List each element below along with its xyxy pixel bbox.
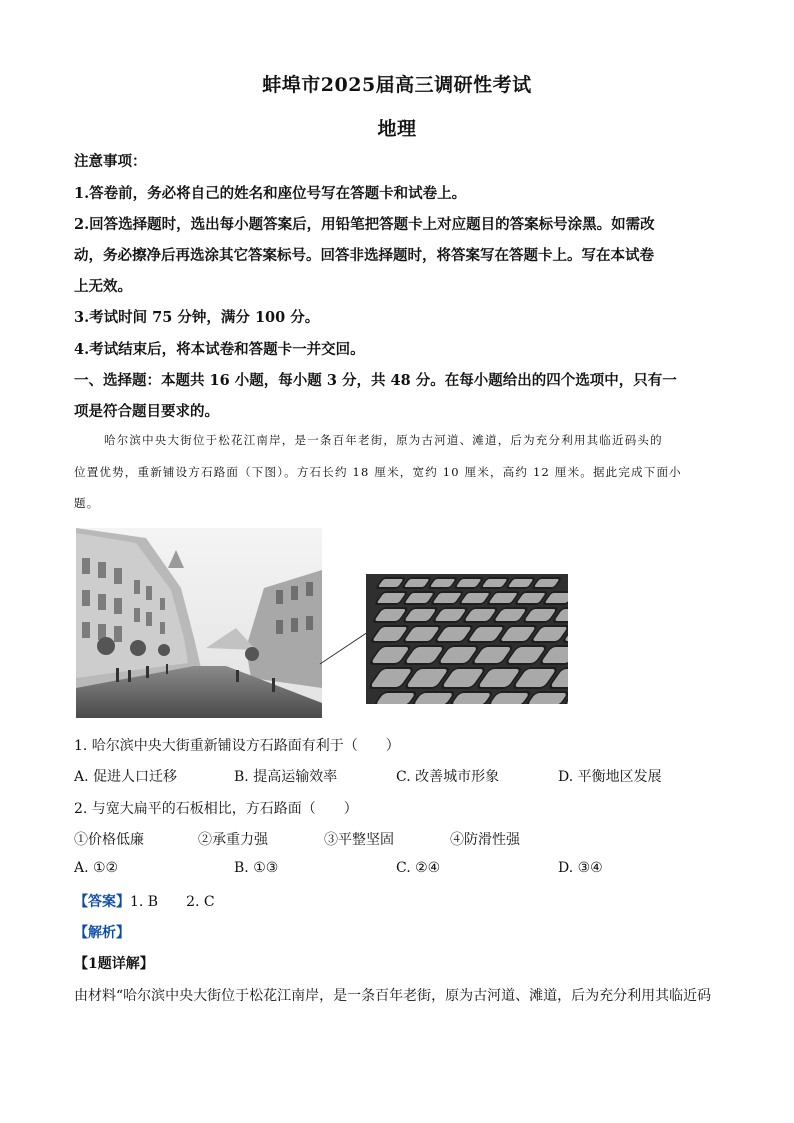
- q1-option-c: C. 改善城市形象: [396, 769, 500, 785]
- q2-option-d: D. ③④: [558, 860, 603, 876]
- analysis-label: 【解析】: [74, 925, 130, 941]
- section-heading: 一、选择题：本题共 16 小题，每小题 3 分，共 48 分。在每小题给出的四个选项中，只有一: [74, 372, 677, 389]
- connector-line: [318, 628, 370, 668]
- answer-text: 1. B 2. C: [130, 894, 215, 910]
- notice-item-2: 2.回答选择题时，选出每小题答案后，用铅笔把答题卡上对应题目的答案标号涂黑。如需改: [74, 216, 655, 233]
- exam-title: 蚌埠市2025届高三调研性考试: [262, 74, 532, 96]
- q1-option-b: B. 提高运输效率: [234, 769, 338, 785]
- q2-statement-2: ②承重力强: [198, 832, 268, 848]
- notice-item-3: 3.考试时间 75 分钟，满分 100 分。: [74, 309, 320, 326]
- notice-heading: 注意事项：: [74, 153, 147, 170]
- q2-option-a: A. ①②: [74, 860, 119, 876]
- answer-line: [74, 891, 215, 911]
- notice-item-1: 1.答卷前，务必将自己的姓名和座位号写在答题卡和试卷上。: [74, 185, 467, 202]
- street-photo: [76, 528, 322, 718]
- notice-item-2-cont: 动，务必擦净后再选涂其它答案标号。回答非选择题时，将答案写在答题卡上。写在本试卷: [74, 247, 654, 264]
- q2-option-b: B. ①③: [234, 860, 279, 876]
- q2-option-c: C. ②④: [396, 860, 441, 876]
- answer-label: 【答案】: [74, 894, 130, 910]
- question-2-stem: 2. 与宽大扁平的石板相比，方石路面（ ）: [74, 801, 358, 817]
- section-heading-cont: 项是符合题目要求的。: [74, 403, 219, 420]
- q2-statement-3: ③平整坚固: [324, 832, 394, 848]
- notice-item-2-end: 上无效。: [74, 278, 132, 295]
- q2-statement-4: ④防滑性强: [450, 832, 520, 848]
- q1-option-a: A. 促进人口迁移: [74, 769, 178, 785]
- passage-line-2: 位置优势，重新铺设方石路面（下图）。方石长约 18 厘米，宽约 10 厘米，高约 12 厘米。据此完成下面小: [74, 465, 682, 479]
- passage-line-3: 题。: [74, 496, 100, 510]
- analysis-text: 由材料“哈尔滨中央大街位于松花江南岸，是一条百年老街，原为古河道、滩道，后为充分利用其临近码: [74, 988, 712, 1004]
- q2-statement-1: ①价格低廉: [74, 832, 144, 848]
- notice-item-4: 4.考试结束后，将本试卷和答题卡一并交回。: [74, 341, 365, 358]
- question-1-stem: 1. 哈尔滨中央大街重新铺设方石路面有利于（ ）: [74, 738, 400, 754]
- subject-title: 地理: [377, 118, 417, 140]
- passage-line-1: 哈尔滨中央大街位于松花江南岸，是一条百年老街，原为古河道、滩道，后为充分利用其临近码头的: [104, 433, 663, 447]
- q1-option-d: D. 平衡地区发展: [558, 769, 662, 785]
- analysis-detail-label: 【1题详解】: [74, 956, 154, 972]
- cobblestone-photo: [366, 574, 568, 704]
